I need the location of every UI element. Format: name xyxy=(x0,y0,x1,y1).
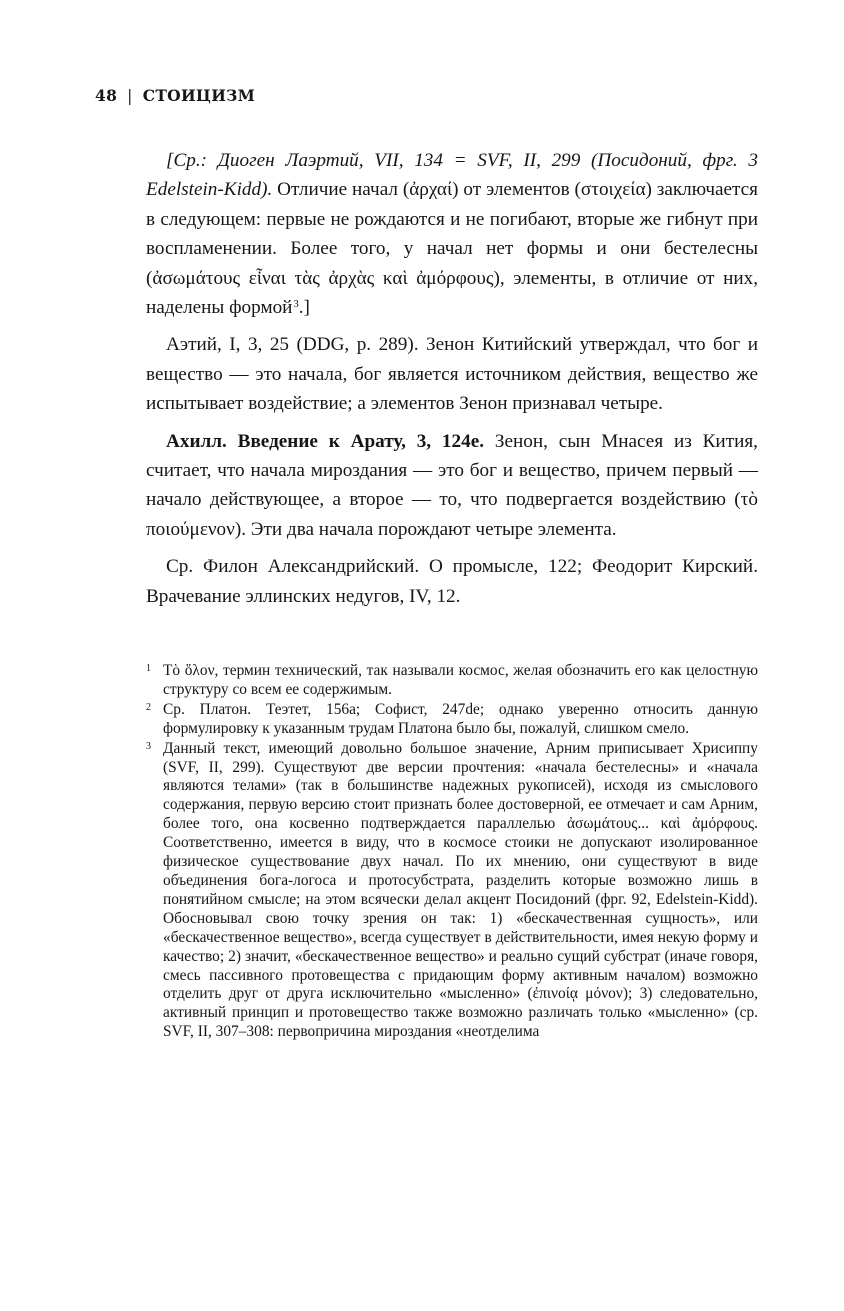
footnote-text: Ср. Платон. Теэтет, 156а; Софист, 247de; однако уверенно относить данную формулировку к указанным трудам Платона было бы, пожалуй, слишком смело. xyxy=(163,700,758,737)
footnote-number: 2 xyxy=(146,701,151,713)
italic-citation: [Ср.: Диоген Лаэртий, VII, 134 = SVF, II, 299 (Посидоний, фрг. 3 Edelstein-Kidd). xyxy=(146,150,758,201)
bold-citation: Ахилл. Введение к Арату, 3, 124е. xyxy=(166,430,485,452)
footnote-text: Данный текст, имеющий довольно большое значение, Арним приписывает Хрисиппу (SVF, II, 299). Существуют две версии прочтения: «начала бестелесны» и «начала являются телами» (так в большинстве надежных рукописей), исходя из смыслового содержания, первую версию стоит признать более достоверной, ее отмечает и сам Арним, более того, она косвенно подтверждается параллелью ἀσωμάτους... καὶ ἀμόρφους. Соответственно, имеется в виду, что в космосе стоики не допускают изолированное физическое существование двух начал. По их мнению, они существуют в виде объединения бога-логоса и протосубстрата, разделить которые возможно лишь в понятийном смысле; на этом всячески делал акцент Посидоний (фрг. 92, Edelstein-Kidd). Обосновывал свою точку зрения он так: 1) «бескачественная сущность», или «бескачественное вещество», всегда существует в действительности, имея некую форму и качество; 2) значит, «бескачественное вещество» и реально сущий субстрат (иначе говоря, смесь пассивного протовещества с придающим форму активным началом) возможно отделить друг от друга исключительно «мысленно» (ἐπινοίᾳ μόνον); 3) следовательно, активный принцип и протовещество также возможно различать только «мысленно» (ср. SVF, II, 307–308: первопричина мироздания «неотделима xyxy=(163,739,758,1041)
header-separator: | xyxy=(127,87,133,105)
footnote-number: 1 xyxy=(146,663,151,674)
footnotes xyxy=(146,662,758,1043)
paragraph-text: Ср. Филон Александрийский. О промысле, 122; Феодорит Кирский. Врачевание эллинских недугов, IV, 12. xyxy=(146,556,758,607)
paragraph-tail: .] xyxy=(298,297,310,319)
running-title: СТОИЦИЗМ xyxy=(142,86,256,105)
paragraph-philo xyxy=(146,552,758,611)
paragraph-svf-reference xyxy=(146,146,758,322)
paragraph-text: Зенон, сын Мнасея из Кития, считает, что начала мироздания — это бог и вещество, причем первый — начало действующее, а второе — то, что подвергается воздействию (τὸ ποιούμενον). Эти два начала порождают четыре элемента. xyxy=(146,430,758,540)
paragraph-achilles xyxy=(146,427,758,545)
page-number: 48 xyxy=(95,86,118,105)
paragraph-text: Аэтий, I, 3, 25 (DDG, p. 289). Зенон Китийский утверждал, что бог и вещество — это начала, бог является источником действия, вещество же испытывает воздействие; а элементов Зенон признавал четыре. xyxy=(146,334,758,415)
paragraph-text: Отличие начал (ἀρχαί) от элементов (στοιχεία) заключается в следующем: первые не рождаются и не погибают, вторые же гибнут при воспламенении. Более того, у начал нет формы и они бестелесны (ἀσωμάτους εἶναι τὰς ἀρχὰς καὶ ἀμόρφους), элементы, в отличие от них, наделены формой xyxy=(146,179,758,319)
footnote-3 xyxy=(146,740,758,1043)
main-text xyxy=(146,146,758,619)
footnote-ref: 3 xyxy=(293,299,299,311)
footnote-text: Τὸ ὅλον, термин технический, так называли космос, желая обозначить его как целостную структуру со всем ее содержимым. xyxy=(163,662,758,698)
footnote-1 xyxy=(146,662,758,700)
footnote-2 xyxy=(146,701,758,739)
footnote-number: 3 xyxy=(146,740,151,752)
paragraph-aetius xyxy=(146,330,758,418)
running-header xyxy=(95,86,255,105)
